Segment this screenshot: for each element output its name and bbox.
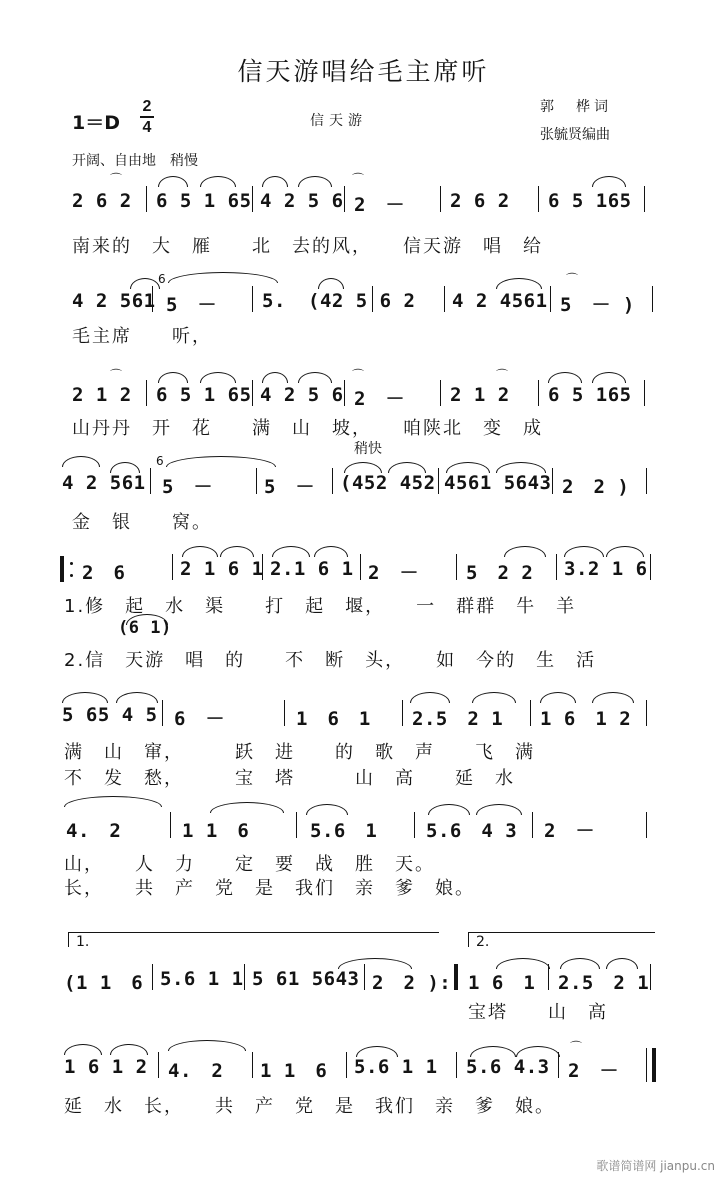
measure-notes: 1 6 1 bbox=[296, 708, 371, 730]
measure-notes: 4. 2 bbox=[66, 820, 122, 842]
slur-mark bbox=[130, 278, 160, 289]
barline bbox=[372, 286, 373, 312]
lyric-line-verse-2: 2.信 天游 唱 的 不 断 头， 如 今的 生 活 bbox=[64, 650, 597, 671]
fermata-icon: ⌒ bbox=[110, 172, 123, 186]
barline bbox=[296, 812, 297, 838]
tie-mark bbox=[64, 796, 162, 807]
measure-notes: 5.6 1 1 bbox=[354, 1056, 438, 1078]
barline bbox=[440, 186, 441, 212]
measure-notes: 5 2 2 bbox=[466, 562, 534, 584]
barline bbox=[252, 286, 253, 312]
measure-notes: 4 2 5 6 bbox=[260, 190, 344, 212]
slur-mark bbox=[476, 804, 522, 815]
barline bbox=[262, 554, 263, 580]
measure-notes: 5 － bbox=[166, 294, 217, 316]
barline bbox=[456, 554, 457, 580]
slur-mark bbox=[220, 546, 254, 557]
time-signature-line bbox=[140, 116, 154, 118]
barline bbox=[646, 468, 647, 494]
barline bbox=[650, 964, 651, 990]
slur-mark bbox=[548, 372, 582, 383]
lyric-line-verse-1: 满 山 窜， 跃 进 的 歌 声 飞 满 bbox=[64, 742, 535, 763]
slur-mark bbox=[306, 804, 348, 815]
slur-mark bbox=[314, 546, 348, 557]
barline bbox=[244, 964, 245, 990]
barline bbox=[344, 380, 345, 406]
measure-notes: 2 － bbox=[368, 562, 419, 584]
measure-notes: 2 6 2 bbox=[72, 190, 132, 212]
barline bbox=[646, 812, 647, 838]
lyric-line-verse-2: 不 发 愁， 宝 塔 山 高 延 水 bbox=[64, 768, 515, 789]
lyric-line: 延 水 长， 共 产 党 是 我们 亲 爹 娘。 bbox=[64, 1096, 555, 1117]
first-ending-label: 1. bbox=[76, 934, 90, 950]
alternate-notes: (6 1) bbox=[118, 618, 172, 638]
final-barline-thick bbox=[652, 1048, 656, 1082]
barline bbox=[550, 286, 551, 312]
barline bbox=[456, 1052, 457, 1078]
barline bbox=[170, 812, 171, 838]
measure-notes: 6 5 1 65 bbox=[156, 190, 252, 212]
barline bbox=[150, 468, 151, 494]
barline bbox=[646, 700, 647, 726]
fermata-icon: ⌒ bbox=[566, 272, 579, 286]
tempo-mark-slow: 开阔、自由地 稍慢 bbox=[72, 153, 198, 169]
measure-notes: 5 － bbox=[264, 476, 315, 498]
measure-notes: 6 － bbox=[174, 708, 225, 730]
measure-notes: 2.5 2 1 bbox=[558, 972, 650, 994]
measure-notes: 2.1 6 1 bbox=[270, 558, 354, 580]
lyricist-credit: 郭 桦词 bbox=[540, 99, 612, 115]
measure-notes: 2 1 2 bbox=[72, 384, 132, 406]
measure-notes: 4 2 5 6 bbox=[260, 384, 344, 406]
measure-notes: 2 2 ) bbox=[562, 476, 630, 498]
grace-note: 6 bbox=[158, 272, 166, 286]
time-signature-top: 2 bbox=[142, 98, 152, 115]
slur-mark bbox=[606, 546, 644, 557]
barline bbox=[252, 186, 253, 212]
slur-mark bbox=[592, 372, 626, 383]
measure-notes: 1 6 1 2 bbox=[540, 708, 632, 730]
barline bbox=[346, 1052, 347, 1078]
tempo-mark-faster: 稍快 bbox=[354, 441, 382, 457]
slur-mark bbox=[318, 278, 344, 289]
measure-notes: 2 2 ): bbox=[372, 972, 452, 994]
barline bbox=[360, 554, 361, 580]
barline bbox=[530, 700, 531, 726]
barline bbox=[548, 964, 549, 990]
tie-mark bbox=[168, 272, 278, 283]
repeat-start-barline bbox=[60, 556, 64, 582]
slur-mark bbox=[472, 692, 516, 703]
key-signature: 1＝D bbox=[72, 112, 120, 134]
barline bbox=[152, 964, 153, 990]
lyric-line: 南来的 大 雁 北 去的风， 信天游 唱 给 bbox=[72, 236, 543, 257]
slur-mark bbox=[262, 372, 288, 383]
watermark: 歌谱简谱网 jianpu.cn bbox=[596, 1159, 715, 1173]
measure-notes: 2 － bbox=[354, 388, 405, 410]
barline bbox=[644, 380, 645, 406]
barline bbox=[652, 286, 653, 312]
tie-mark bbox=[166, 456, 276, 467]
repeat-dot bbox=[70, 562, 73, 565]
measure-notes: 4. 2 bbox=[168, 1060, 224, 1082]
barline bbox=[650, 554, 651, 580]
slur-mark bbox=[200, 372, 236, 383]
barline bbox=[538, 186, 539, 212]
slur-mark bbox=[298, 176, 332, 187]
measure-notes: 1 6 1 2 bbox=[64, 1056, 148, 1078]
time-signature bbox=[140, 98, 154, 136]
slur-mark bbox=[262, 176, 288, 187]
tie-mark bbox=[168, 1040, 246, 1051]
lyric-line: 宝塔 山 高 bbox=[468, 1002, 608, 1023]
fermata-icon: ⌒ bbox=[352, 172, 365, 186]
measure-notes: 1 1 6 bbox=[260, 1060, 328, 1082]
measure-notes: (1 1 6 bbox=[64, 972, 144, 994]
measure-notes: 2 － bbox=[544, 820, 595, 842]
barline bbox=[556, 554, 557, 580]
slur-mark bbox=[428, 804, 470, 815]
slur-mark bbox=[496, 278, 542, 289]
barline bbox=[414, 812, 415, 838]
measure-notes: 4561 5643 bbox=[444, 472, 552, 494]
barline bbox=[252, 380, 253, 406]
measure-notes: 2 6 bbox=[82, 562, 126, 584]
barline bbox=[552, 468, 553, 494]
barline bbox=[146, 380, 147, 406]
measure-notes: (452 452 bbox=[340, 472, 436, 494]
lyric-line: 金 银 窝。 bbox=[72, 512, 212, 533]
barline bbox=[284, 700, 285, 726]
slur-mark bbox=[200, 176, 236, 187]
lyric-line-verse-1: 1.修 起 水 渠 打 起 堰， 一 群群 牛 羊 bbox=[64, 596, 577, 617]
barline bbox=[558, 1052, 559, 1078]
measure-notes: 4 2 4561 bbox=[452, 290, 548, 312]
barline bbox=[402, 700, 403, 726]
measure-notes: 5 61 5643 bbox=[252, 968, 360, 990]
repeat-end-barline bbox=[454, 964, 458, 990]
genre-label: 信天游 bbox=[310, 113, 367, 129]
slur-mark bbox=[540, 692, 576, 703]
slur-mark bbox=[64, 1044, 102, 1055]
slur-mark bbox=[564, 546, 604, 557]
measure-notes: 1 6 1 bbox=[468, 972, 536, 994]
measure-notes: 5 65 4 5 bbox=[62, 704, 158, 726]
barline bbox=[538, 380, 539, 406]
slur-mark bbox=[210, 802, 284, 813]
measure-notes: 4 2 561 bbox=[72, 290, 156, 312]
measure-notes: 3.2 1 6 bbox=[564, 558, 648, 580]
slur-mark bbox=[504, 546, 546, 557]
slur-mark bbox=[158, 176, 188, 187]
lyric-line-verse-1: 山， 人 力 定 要 战 胜 天。 bbox=[64, 854, 435, 875]
measure-notes: 5.6 4 3 bbox=[426, 820, 518, 842]
slur-mark bbox=[110, 1044, 148, 1055]
slur-mark bbox=[116, 692, 158, 703]
measure-notes: 6 5 165 bbox=[548, 190, 632, 212]
slur-mark bbox=[410, 692, 450, 703]
fermata-icon: ⌒ bbox=[352, 368, 365, 382]
slur-mark bbox=[592, 692, 634, 703]
barline bbox=[644, 186, 645, 212]
measure-notes: 4 2 561 bbox=[62, 472, 146, 494]
measure-notes: 5.6 4.3 bbox=[466, 1056, 550, 1078]
slur-mark bbox=[62, 456, 100, 467]
measure-notes: 2 － bbox=[354, 194, 405, 216]
measure-notes: 5.6 1 1 bbox=[160, 968, 244, 990]
fermata-icon: ⌒ bbox=[110, 368, 123, 382]
slur-mark bbox=[62, 692, 108, 703]
slur-mark bbox=[272, 546, 310, 557]
slur-mark bbox=[592, 176, 626, 187]
fermata-icon: ⌒ bbox=[496, 368, 509, 382]
second-ending-label: 2. bbox=[476, 934, 490, 950]
measure-notes: 5. bbox=[262, 290, 286, 312]
barline bbox=[438, 468, 439, 494]
slur-mark bbox=[158, 372, 188, 383]
measure-notes: 1 1 6 bbox=[182, 820, 250, 842]
barline bbox=[252, 1052, 253, 1078]
barline bbox=[158, 1052, 159, 1078]
slur-mark bbox=[182, 546, 218, 557]
time-signature-bottom: 4 bbox=[142, 119, 152, 136]
lyric-line-verse-2: 长， 共 产 党 是 我们 亲 爹 娘。 bbox=[64, 878, 475, 899]
lyric-line: 山丹丹 开 花 满 山 坡， 咱陕北 变 成 bbox=[72, 418, 543, 439]
first-ending-bracket bbox=[68, 932, 439, 947]
measure-notes: 2.5 2 1 bbox=[412, 708, 504, 730]
barline bbox=[162, 700, 163, 726]
fermata-icon: ⌒ bbox=[570, 1040, 583, 1054]
measure-notes: 5.6 1 bbox=[310, 820, 378, 842]
measure-notes: 2 6 2 bbox=[450, 190, 510, 212]
repeat-dot bbox=[70, 574, 73, 577]
barline bbox=[532, 812, 533, 838]
barline bbox=[152, 286, 153, 312]
slur-mark bbox=[298, 372, 332, 383]
arranger-credit: 张毓贤编曲 bbox=[540, 127, 610, 143]
measure-notes: 2 1 2 bbox=[450, 384, 510, 406]
grace-note: 6 bbox=[156, 454, 164, 468]
lyric-line: 毛主席 听， bbox=[72, 326, 212, 347]
barline bbox=[440, 380, 441, 406]
measure-notes: (42 5 6 2 bbox=[308, 290, 416, 312]
barline bbox=[344, 186, 345, 212]
measure-notes: 6 5 1 65 bbox=[156, 384, 252, 406]
measure-notes: 5 － bbox=[162, 476, 213, 498]
song-title: 信天游唱给毛主席听 bbox=[237, 57, 490, 86]
final-barline-thin bbox=[646, 1048, 647, 1082]
measure-notes: 2 1 6 1 bbox=[180, 558, 264, 580]
barline bbox=[256, 468, 257, 494]
measure-notes: 5 － ) bbox=[560, 294, 635, 316]
measure-notes: 2 － bbox=[568, 1060, 619, 1082]
second-ending-bracket bbox=[468, 932, 655, 947]
barline bbox=[146, 186, 147, 212]
barline bbox=[332, 468, 333, 494]
barline bbox=[444, 286, 445, 312]
measure-notes: 6 5 165 bbox=[548, 384, 632, 406]
barline bbox=[364, 964, 365, 990]
barline bbox=[172, 554, 173, 580]
